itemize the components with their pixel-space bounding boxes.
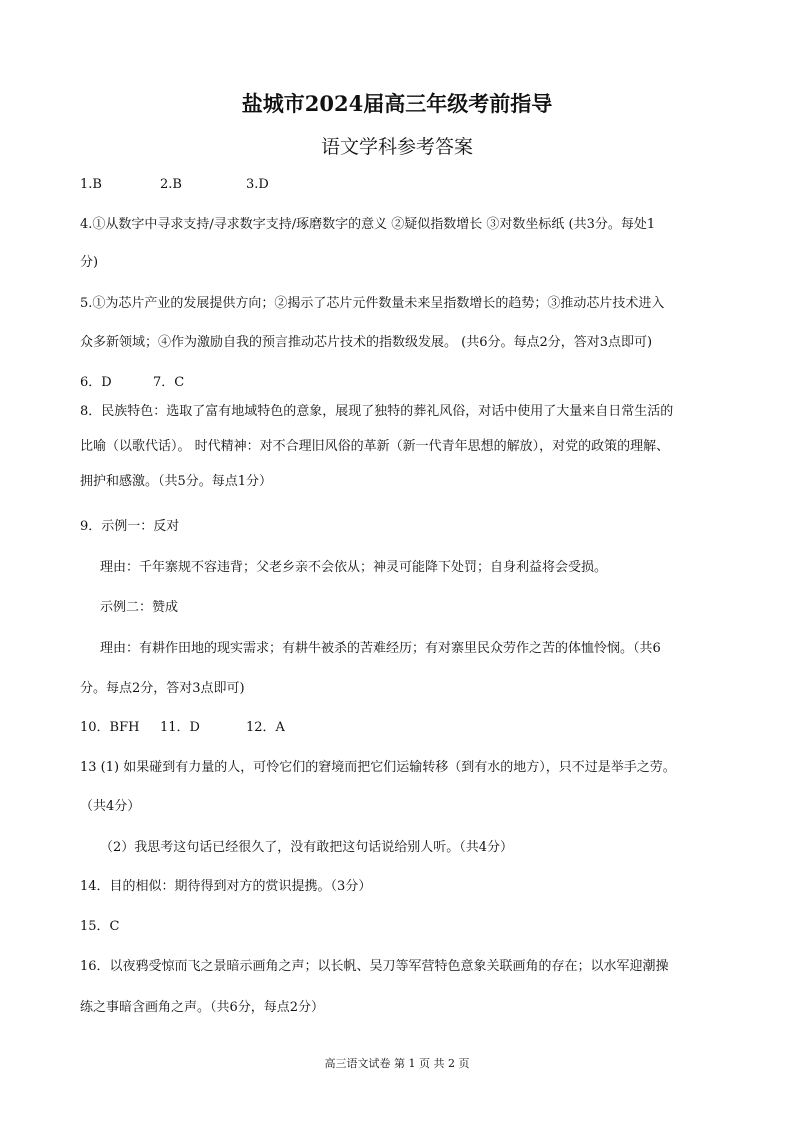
answer-5-line-2: 众多新领域；④作为激励自我的预言推动芯片技术的指数级发展。 (共6分。每点2分，答对3点即可) (80, 335, 653, 350)
answer-9-reason-2: 理由：有耕作田地的现实需求；有耕牛被杀的苦难经历；有对寨里民众劳作之苦的体恤怜悯。（共6 (100, 641, 661, 656)
answer-6: 6．D (80, 375, 112, 390)
answers-1-3 (80, 176, 269, 194)
page-footer: 高三语文试卷 第 1 页 共 2 页 (324, 1057, 470, 1070)
answer-4-line-1: 4.①从数字中寻求支持/寻求数字支持/琢磨数字的意义 ②疑似指数增长 ③对数坐标纸 (共3分。每处1 (80, 217, 656, 232)
answers-10-12 (80, 719, 285, 737)
answer-7: 7．C (153, 375, 185, 390)
answer-2: 2.B (160, 177, 182, 192)
answer-5-line-1: 5.①为芯片产业的发展提供方向；②揭示了芯片元件数量未来呈指数增长的趋势；③推动芯片技术进入 (80, 296, 665, 311)
answer-11: 11．D (160, 720, 200, 735)
document-title: 盐城市2024届高三年级考前指导 (241, 91, 553, 116)
answer-13-1-line-1: 13 (1) 如果碰到有力量的人，可怜它们的窘境而把它们运输转移（到有水的地方），只不过是举手之劳。 (80, 760, 676, 775)
answer-8-line-2: 比喻（以歌代话）。 时代精神：对不合理旧风俗的革新（新一代青年思想的解放），对党的政策的理解、 (80, 439, 670, 454)
document-subtitle: 语文学科参考答案 (320, 136, 473, 158)
answer-3: 3.D (246, 177, 269, 192)
answer-13-2: （2）我思考这句话已经很久了，没有敢把这句话说给别人听。（共4分） (100, 840, 514, 855)
answer-13-1-line-2: （共4分） (80, 799, 141, 814)
answer-16-line-1: 16．以夜鸦受惊而飞之景暗示画角之声；以长帆、吴刀等军营特色意象关联画角的存在；以水军迎潮操 (80, 959, 669, 974)
answer-9-example-1: 9．示例一：反对 (80, 519, 180, 534)
answer-14: 14．目的相似：期待得到对方的赏识提携。（3分） (80, 879, 372, 894)
answer-9-example-2: 示例二：赞成 (100, 600, 179, 615)
answer-16-line-2: 练之事暗含画角之声。（共6分，每点2分） (80, 1000, 325, 1015)
answer-9-reason-2-cont: 分。每点2分，答对3点即可) (80, 681, 245, 696)
answer-15: 15．C (80, 919, 120, 934)
answers-6-7 (80, 374, 184, 392)
answer-8-line-3: 拥护和感激。（共5分。每点1分） (80, 474, 273, 489)
answer-10: 10．BFH (80, 720, 140, 735)
answer-8-line-1: 8．民族特色：选取了富有地域特色的意象，展现了独特的葬礼风俗，对话中使用了大量来自日常生活的 (80, 404, 674, 419)
answer-12: 12．A (246, 720, 285, 735)
answer-9-reason-1: 理由：千年寨规不容违背；父老乡亲不会依从；神灵可能降下处罚；自身利益将会受损。 (100, 560, 608, 575)
answer-4-line-2: 分) (80, 255, 99, 270)
answer-1: 1.B (80, 177, 102, 192)
